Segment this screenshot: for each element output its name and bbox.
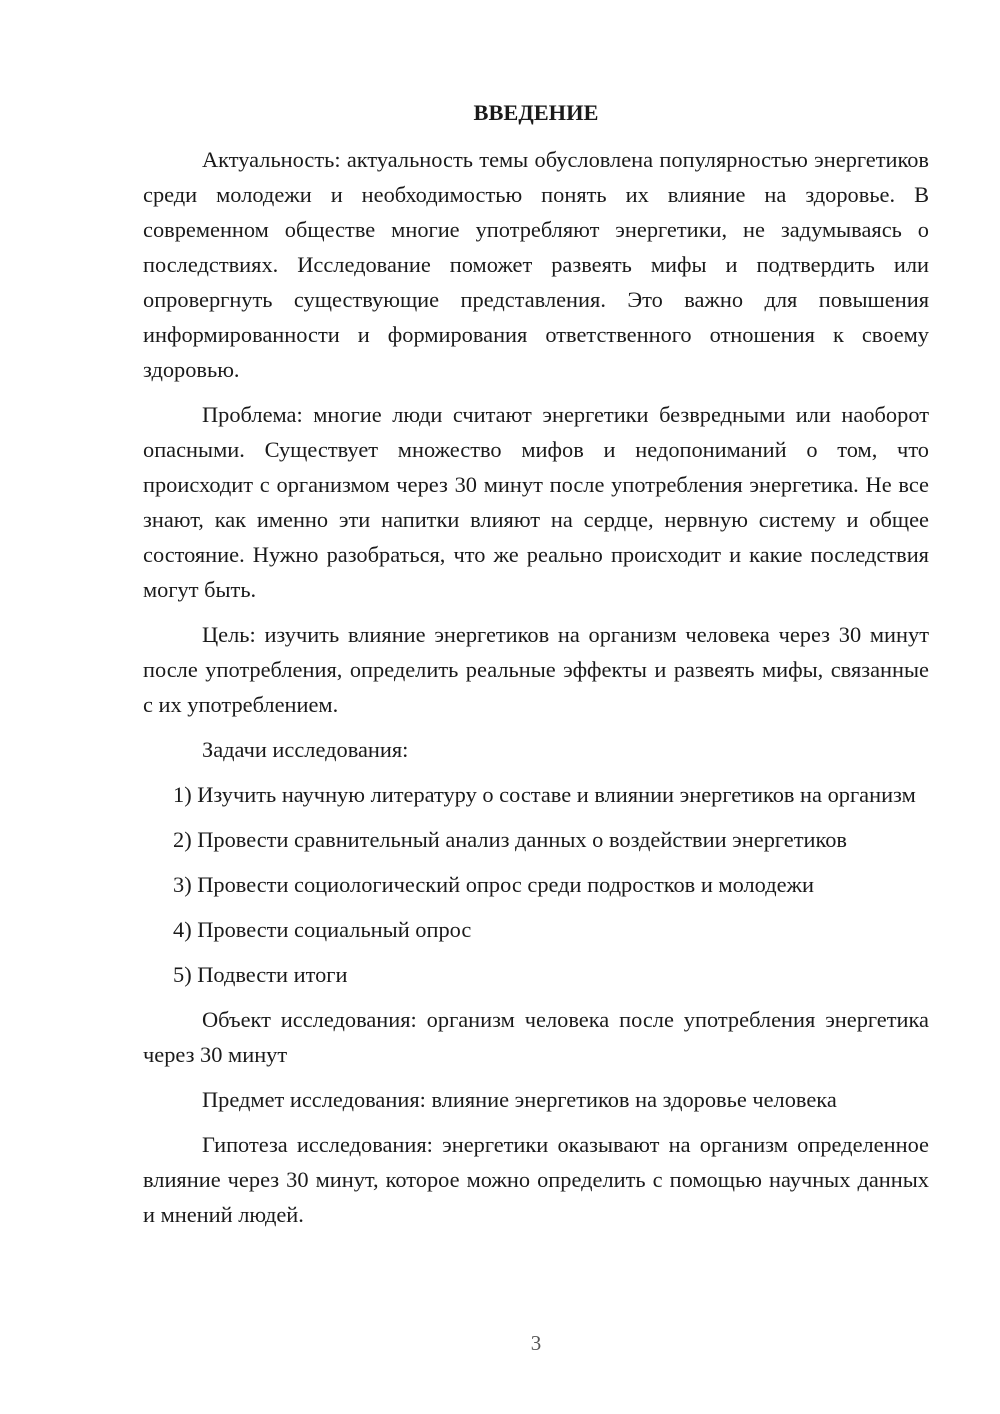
tasks-heading: Задачи исследования: [202, 737, 409, 762]
paragraph-relevance: Актуальность: актуальность темы обусловлена популярностью энергетиков среди молодежи и необходимостью понять их влияние на здоровье. В современном обществе многие употребляют энергетики, не задумываясь о последствиях. Исследование поможет развеять мифы и подтвердить или опровергнуть существующие представления. Это важно для повышения информированности и формирования ответственного отношения к своему здоровью. [143, 147, 929, 382]
paragraph-problem: Проблема: многие люди считают энергетики безвредными или наоборот опасными. Существует множество мифов и недопониманий о том, что происходит с организмом через 30 минут после употребления энергетика. Не все знают, как именно эти напитки влияют на сердце, нервную систему и общее состояние. Нужно разобраться, что же реально происходит и какие последствия могут быть. [143, 402, 929, 602]
paragraph-hypothesis: Гипотеза исследования: энергетики оказывают на организм определенное влияние через 30 минут, которое можно определить с помощью научных данных и мнений людей. [143, 1132, 929, 1227]
page-number: 3 [530, 1331, 542, 1355]
task-item-5: 5) Подвести итоги [173, 962, 348, 987]
paragraph-object: Объект исследования: организм человека после употребления энергетика через 30 минут [143, 1007, 929, 1067]
paragraph-goal: Цель: изучить влияние энергетиков на организм человека через 30 минут после употребления, определить реальные эффекты и развеять мифы, связанные с их употреблением. [143, 622, 929, 717]
task-item-1: 1) Изучить научную литературу о составе и влиянии энергетиков на организм [173, 782, 916, 807]
paragraph-subject: Предмет исследования: влияние энергетиков на здоровье человека [202, 1087, 837, 1112]
page-title: ВВЕДЕНИЕ [473, 100, 599, 125]
task-item-3: 3) Провести социологический опрос среди подростков и молодежи [173, 872, 814, 897]
document-page [143, 95, 929, 1232]
task-item-2: 2) Провести сравнительный анализ данных о воздействии энергетиков [173, 827, 848, 852]
task-item-4: 4) Провести социальный опрос [173, 917, 472, 942]
